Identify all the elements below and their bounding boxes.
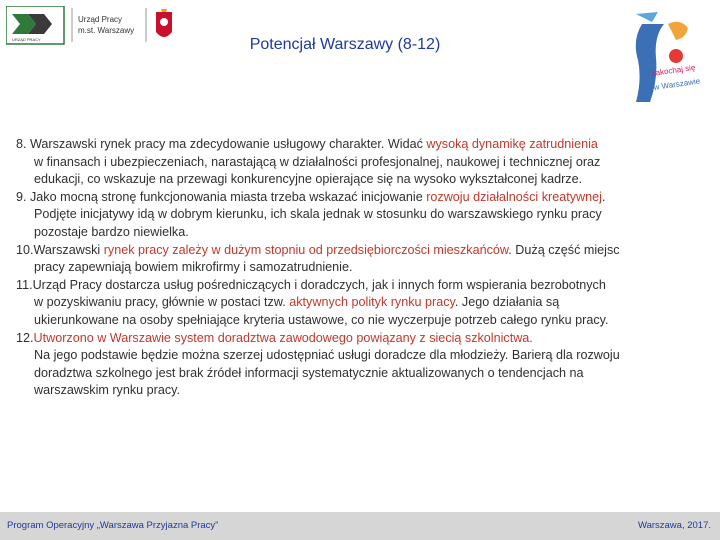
highlighted-phrase: wysoką dynamikę zatrudnienia — [426, 137, 598, 151]
footer-bar — [0, 512, 720, 540]
text-segment: . — [601, 189, 606, 204]
text-segment: doradztwa szkolnego jest brak źródeł informacji systematycznie aktualizowanych o tendencjach na — [34, 365, 584, 380]
text-line — [16, 171, 696, 189]
small-logo-label: URZĄD PRACY — [12, 37, 41, 42]
text-segment: 10.Warszawski — [16, 242, 104, 257]
text-segment: 11.Urząd Pracy dostarcza usług pośredniczących i doradczych, jak i innych form wspierania bezrobotnych — [16, 277, 606, 292]
warsaw-coat-of-arms-icon — [156, 9, 172, 37]
footer-date: Warszawa, 2017. — [637, 520, 711, 531]
highlighted-phrase: Utworzono w Warszawie system doradztwa zawodowego powiązany z siecią szkolnictwa. — [33, 330, 533, 345]
text-line — [16, 259, 696, 277]
main-content — [16, 136, 696, 400]
text-line — [16, 136, 696, 154]
svg-text:w Warszawie: w Warszawie — [653, 76, 701, 92]
text-segment: 12. — [16, 330, 34, 345]
text-line — [16, 189, 696, 207]
highlighted-phrase: rynek pracy zależy w dużym stopniu od przedsiębiorczości mieszkańców — [103, 242, 509, 257]
list-item — [16, 242, 696, 277]
text-segment: w pozyskiwaniu pracy, głównie w postaci tzw. — [34, 295, 290, 310]
text-segment: warszawskim rynku pracy. — [34, 383, 181, 398]
list-item — [16, 189, 696, 242]
city-promo-logo — [628, 10, 716, 110]
svg-text:zakochaj się: zakochaj się — [651, 62, 696, 78]
text-segment: Podjęte inicjatywy idą w dobrym kierunku, ich skala jednak w stosunku do warszawskiego rynku pracy — [34, 207, 602, 222]
text-line — [16, 382, 696, 400]
city-logo-text — [651, 63, 701, 92]
footer-program-name: Program Operacyjny „Warszawa Przyjazna Pracy” — [7, 520, 219, 531]
text-line — [16, 347, 696, 365]
list-item — [16, 136, 696, 189]
office-name-line1: Urząd Pracy — [78, 15, 123, 24]
text-line — [16, 242, 696, 260]
text-segment: 8. Warszawski rynek pracy ma zdecydowanie usługowy charakter. Widać — [16, 137, 427, 151]
text-line — [16, 224, 696, 242]
text-line — [16, 206, 696, 224]
office-name-line2: m.st. Warszawy — [78, 26, 135, 35]
page-title: Potencjał Warszawy (8-12) — [249, 36, 441, 53]
text-segment: . Jego działania są — [454, 295, 560, 310]
list-item — [16, 330, 696, 400]
text-segment: Na jego podstawie będzie można szerzej udostępniać usługi doradcze dla młodzieży. Barierą dla rozwoju — [34, 348, 620, 363]
text-segment: 9. Jako mocną stronę funkcjonowania miasta trzeba wskazać inicjowanie — [16, 189, 427, 204]
text-line — [16, 154, 696, 172]
text-segment: w finansach i ubezpieczeniach, narastającą w działalności profesjonalnej, naukowej i technicznej oraz — [34, 154, 601, 169]
highlighted-phrase: rozwoju działalności kreatywnej — [426, 189, 602, 204]
text-line — [16, 365, 696, 383]
text-segment: edukacji, co wskazuje na przewagi konkurencyjne opierające się na wysoko wykształconej kadrze. — [34, 172, 583, 187]
highlighted-phrase: aktywnych polityk rynku pracy — [289, 295, 455, 310]
text-segment: pracy zapewniają bowiem mikrofirmy i samozatrudnienie. — [34, 260, 353, 275]
text-segment: ukierunkowane na osoby spełniające kryteria ustawowe, co nie wyczerpuje potrzeb całego rynku pracy. — [34, 312, 609, 327]
list-item — [16, 277, 696, 330]
text-line — [16, 312, 696, 330]
text-line — [16, 277, 696, 295]
text-line — [16, 294, 696, 312]
text-segment: . Dużą część miejsc — [508, 242, 620, 257]
text-line — [16, 330, 696, 348]
text-segment: pozostaje bardzo niewielka. — [34, 224, 189, 239]
